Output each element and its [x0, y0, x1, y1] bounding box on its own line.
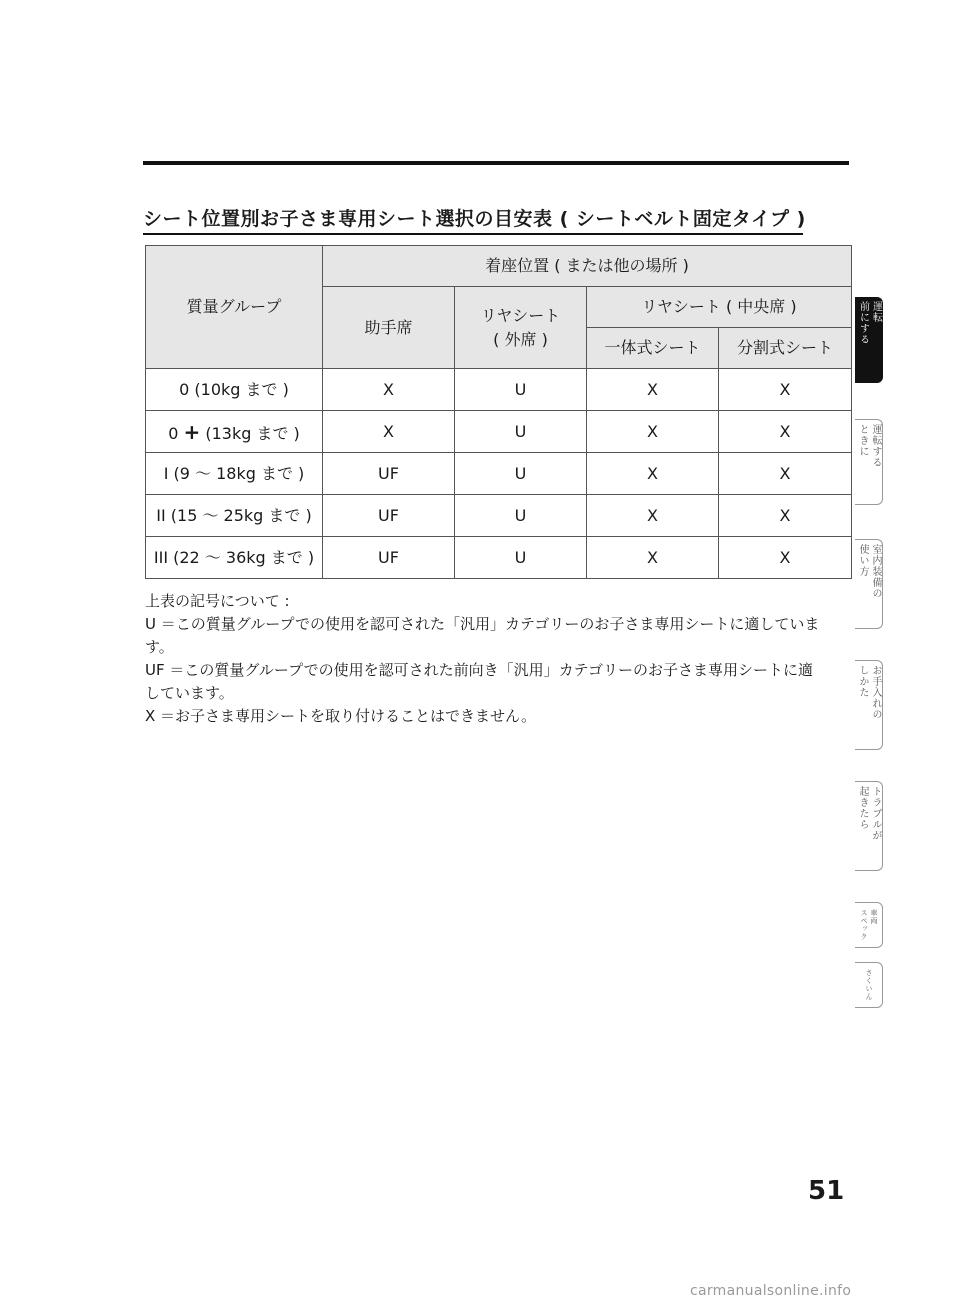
table-row [146, 411, 852, 453]
rear-outer-cell: U [455, 411, 587, 453]
header-rear-outer-line2: ( 外席 ) [493, 329, 548, 349]
header-rear-center: リヤシート ( 中央席 ) [587, 287, 852, 328]
chapter-tab-while-driving[interactable]: 運転する ときに [855, 419, 883, 505]
header-rear-outer [455, 287, 587, 369]
split-cell: X [719, 411, 852, 453]
passenger-cell: UF [323, 537, 455, 579]
table-row [146, 537, 852, 579]
page-number: 51 [808, 1176, 845, 1206]
child-seat-table [145, 245, 852, 579]
rear-outer-cell: U [455, 537, 587, 579]
page-title: シート位置別お子さま専用シート選択の目安表 ( シートベルト固定タイプ ) [143, 204, 803, 235]
chapter-tab-interior[interactable]: 室内装備の 使い方 [855, 539, 883, 629]
table-row [146, 453, 852, 495]
chapter-tab-before-driving[interactable]: 運転 前にする [855, 297, 883, 383]
mass-group-cell: 0 (10kg まで ) [146, 369, 323, 411]
watermark: carmanualsonline.info [690, 1283, 852, 1299]
split-cell: X [719, 495, 852, 537]
mass-group-cell: I (9 〜 18kg まで ) [146, 453, 323, 495]
mass-group-cell: 0 + (13kg まで ) [146, 411, 323, 453]
table-row [146, 495, 852, 537]
chapter-tab-index[interactable]: さくいん [855, 962, 883, 1008]
passenger-cell: UF [323, 453, 455, 495]
chapter-tab-specs[interactable]: 車両 スペック [855, 902, 883, 948]
integrated-cell: X [587, 453, 719, 495]
integrated-cell: X [587, 495, 719, 537]
header-split-seat: 分割式シート [719, 328, 852, 369]
table-row [146, 369, 852, 411]
header-integrated-seat: 一体式シート [587, 328, 719, 369]
rear-outer-cell: U [455, 453, 587, 495]
chapter-tab-maintenance[interactable]: お手入れの しかた [855, 660, 883, 750]
note-x-line: X ＝お子さま専用シートを取り付けることはできません。 [145, 707, 536, 725]
integrated-cell: X [587, 369, 719, 411]
rear-outer-cell: U [455, 495, 587, 537]
note-u-line1: U ＝この質量グループでの使用を認可された「汎用」カテゴリーのお子さま専用シートに適していま [145, 615, 820, 633]
split-cell: X [719, 537, 852, 579]
top-rule [143, 161, 849, 165]
split-cell: X [719, 369, 852, 411]
symbol-notes [145, 590, 855, 728]
note-u-line2: す。 [145, 638, 174, 656]
plus-symbol: + [183, 419, 201, 444]
note-uf-line2: しています。 [145, 684, 234, 702]
passenger-cell: UF [323, 495, 455, 537]
split-cell: X [719, 453, 852, 495]
header-row-1 [146, 246, 852, 287]
header-mass-group: 質量グループ [146, 246, 323, 369]
chapter-tab-troubleshooting[interactable]: トラブルが 起きたら [855, 781, 883, 871]
integrated-cell: X [587, 411, 719, 453]
header-seat-position: 着座位置 ( または他の場所 ) [323, 246, 852, 287]
mass-group-cell: III (22 〜 36kg まで ) [146, 537, 323, 579]
passenger-cell: X [323, 369, 455, 411]
notes-heading: 上表の記号について : [145, 592, 290, 610]
rear-outer-cell: U [455, 369, 587, 411]
header-passenger-seat: 助手席 [323, 287, 455, 369]
header-rear-outer-line1: リヤシート [480, 305, 561, 325]
passenger-cell: X [323, 411, 455, 453]
mass-group-cell: II (15 〜 25kg まで ) [146, 495, 323, 537]
note-uf-line1: UF ＝この質量グループでの使用を認可された前向き「汎用」カテゴリーのお子さま専用シートに適 [145, 661, 814, 679]
integrated-cell: X [587, 537, 719, 579]
